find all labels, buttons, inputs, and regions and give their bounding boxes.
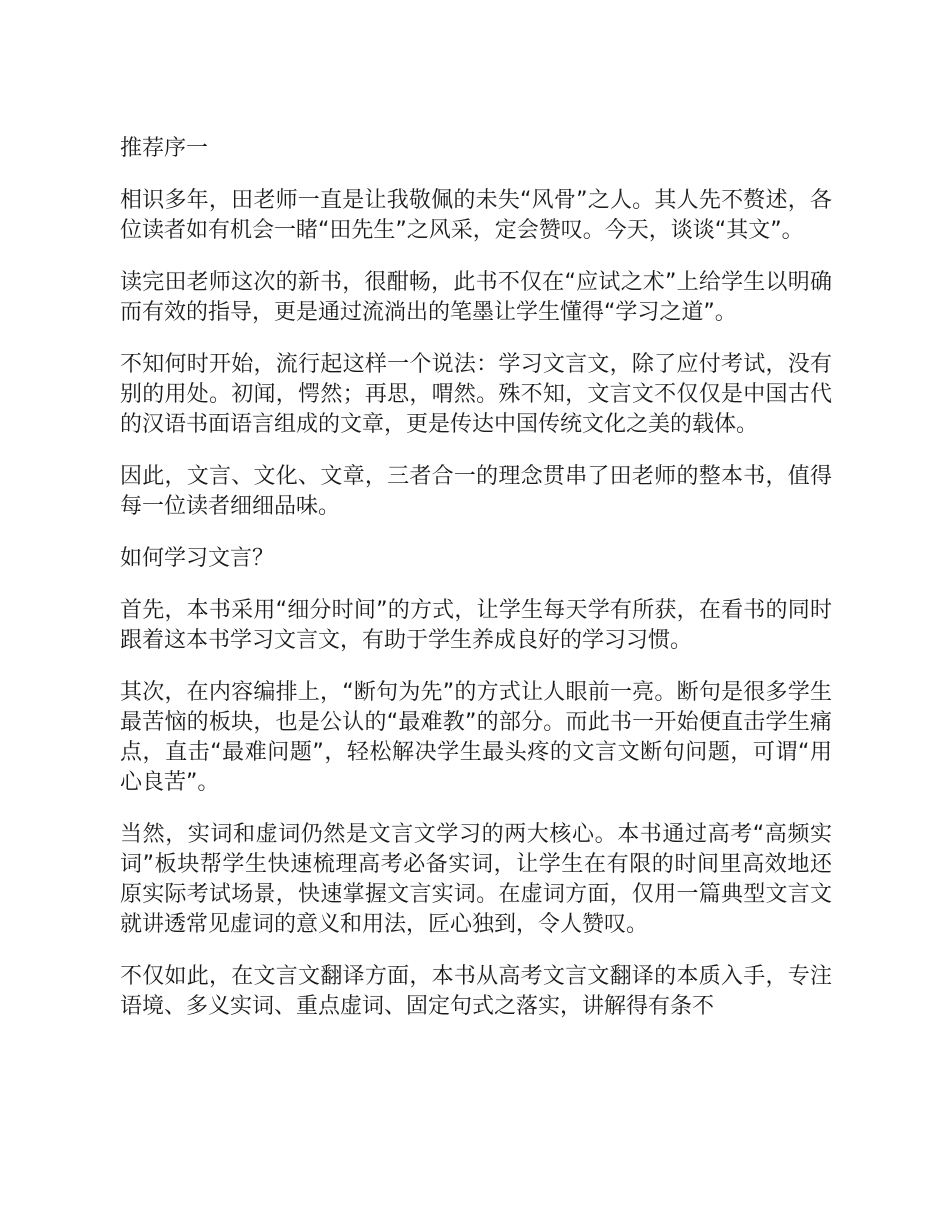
paragraph-viewpoint: 不知何时开始，流行起这样一个说法：学习文言文，除了应付考试，没有别的用处。初闻，愕然；再思，喟然。殊不知，文言文不仅仅是中国古代的汉语书面语言组成的文章，更是传达中国传统文化之美的载体。 <box>120 352 832 437</box>
subheading-how-to-learn: 如何学习文言？ <box>120 546 275 571</box>
paragraph-concept: 因此，文言、文化、文章，三者合一的理念贯串了田老师的整本书，值得每一位读者细细品味。 <box>120 464 832 519</box>
paragraph-translation: 不仅如此，在文言文翻译方面，本书从高考文言文翻译的本质入手，专注语境、多义实词、重点虚词、固定句式之落实，讲解得有条不 <box>120 964 832 1019</box>
paragraph-intro: 相识多年，田老师一直是让我敬佩的未失“风骨”之人。其人先不赘述，各位读者如有机会一睹“田先生”之风采，定会赞叹。今天，谈谈“其文”。 <box>120 188 832 243</box>
document-page <box>120 134 832 1044</box>
section-title: 推荐序一 <box>120 136 209 161</box>
paragraph-second: 其次，在内容编排上，“断句为先”的方式让人眼前一亮。断句是很多学生最苦恼的板块，也是公认的“最难教”的部分。而此书一开始便直击学生痛点，直击“最难问题”，轻松解决学生最头疼的文言文断句问题，可谓“用心良苦”。 <box>120 680 832 795</box>
paragraph-first: 首先，本书采用“细分时间”的方式，让学生每天学有所获，在看书的同时跟着这本书学习文言文，有助于学生养成良好的学习习惯。 <box>120 598 832 653</box>
paragraph-core: 当然，实词和虚词仍然是文言文学习的两大核心。本书通过高考“高频实词”板块帮学生快速梳理高考必备实词，让学生在有限的时间里高效地还原实际考试场景，快速掌握文言实词。在虚词方面，仅用一篇典型文言文就讲透常见虚词的意义和用法，匠心独到，令人赞叹。 <box>120 822 832 937</box>
paragraph-reading: 读完田老师这次的新书，很酣畅，此书不仅在“应试之术”上给学生以明确而有效的指导，更是通过流淌出的笔墨让学生懂得“学习之道”。 <box>120 270 832 325</box>
